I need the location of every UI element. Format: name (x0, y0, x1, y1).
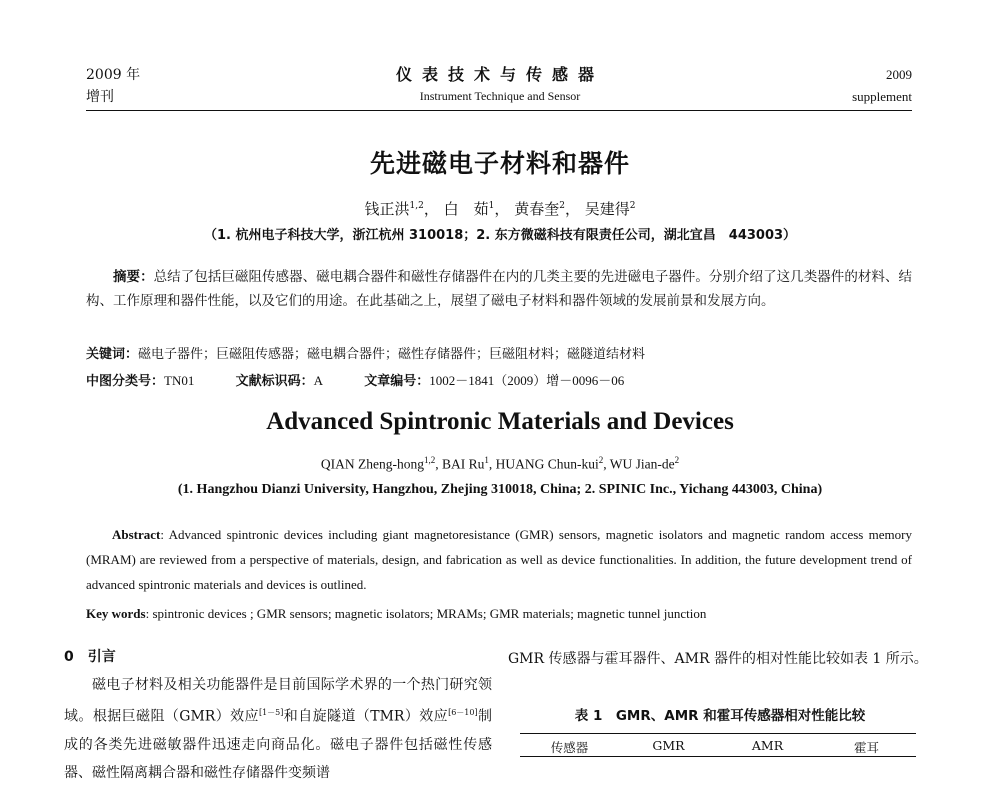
table-header-row (520, 738, 916, 756)
journal-title-cn: 仪表技术与传感器 (395, 65, 604, 84)
intro-text: 和自旋隧道（TMR）效应 (283, 708, 449, 725)
intro-paragraph (64, 671, 492, 787)
keywords-en: Key words: spintronic devices ; GMR sensors; magnetic isolators; MRAMs; GMR materials; magnetic tunnel junction (86, 606, 707, 621)
abstract-en-text: Advanced spintronic devices including giant magnetoresistance (GMR) sensors, magnetic isolators and magnetic random access memory (MRAM) are reviewed from a perspective of materials, design, and fabrication as well as device functionalities. In addition, the future development trend of advanced spintronic materials and devices is outlined. (86, 527, 912, 592)
table-header-cell: 传感器 (550, 740, 589, 755)
intro-text: 磁电子材料及相关功能器件是目前国际学术界的一个热门研究领域。根据巨磁阻（GMR）效应 (64, 677, 492, 725)
abstract-cn (86, 265, 912, 313)
author-sup: 1 (484, 455, 489, 465)
affiliation-en: (1. Hangzhou Dianzi University, Hangzhou, Zhejing 310018, China; 2. SPINIC Inc., Yichang 443003, China) (177, 482, 823, 497)
journal-title (300, 64, 700, 106)
clc-value: TN01 (164, 373, 195, 388)
header-year-left: 2009 年 (86, 67, 141, 83)
header-year-right: 2009 (886, 67, 912, 82)
abstract-en: Abstract: Advanced spintronic devices including giant magnetoresistance (GMR) sensors, magnetic isolators and magnetic random access memory (MRAM) are reviewed from a perspective of materials, design, and fabrication as well as device functionalities. In addition, the future development trend of advanced spintronic materials and devices is outlined. (86, 527, 912, 592)
journal-title-en: Instrument Technique and Sensor (419, 89, 581, 103)
authors-en: QIAN Zheng-hong$^{1,2}$, BAI Ru$^1$, HUANG Chun-kui$^2$, WU Jian-$de^2$ (320, 455, 680, 472)
clc-label: 中图分类号： (86, 374, 165, 389)
keywords-cn-text: 磁电子器件；巨磁阻传感器；磁电耦合器件；磁性存储器件；巨磁阻材料；磁隧道结材料 (138, 347, 646, 362)
author-sup: 1,2 (423, 455, 436, 465)
author-cn: 钱正洪 (364, 200, 410, 218)
table-top-rule (520, 733, 916, 734)
body-right-column (508, 645, 932, 673)
header-rule (86, 110, 912, 111)
table-caption: 表 1 GMR、AMR 和霍耳传感器相对性能比较 (574, 708, 866, 724)
keywords-cn-label: 关键词： (86, 347, 139, 362)
author-cn: 黄春奎 (514, 200, 560, 218)
doc-code-label: 文献标识码： (235, 374, 314, 389)
paper-title-en: Advanced Spintronic Materials and Devices (266, 408, 734, 435)
author-sup: 2 (674, 455, 680, 465)
classification-line (86, 370, 912, 393)
comparison-text: GMR 传感器与霍耳器件、AMR 器件的相对性能比较如表 1 所示。 (508, 651, 928, 667)
header-issue-label-left: 增刊 (86, 89, 114, 105)
paper-title-cn: 先进磁电子材料和器件 (369, 149, 630, 178)
author-sup: 1 (488, 201, 495, 211)
header-issue-left (86, 64, 140, 108)
table-header-cell: AMR (751, 738, 784, 753)
author-sup: 2 (559, 201, 565, 211)
citation: [6－10] (448, 708, 478, 717)
author-en: BAI Ru (441, 456, 485, 472)
abstract-cn-text: 总结了包括巨磁阻传感器、磁电耦合器件和磁性存储器件在内的几类主要的先进磁电子器件。分别介绍了这几类器件的材料、结构、工作原理和器件性能，以及它们的用途。在此基础之上，展望了磁电子材料和器件领域的发展前景和发展方向。 (86, 269, 913, 309)
body-left-column (64, 643, 492, 787)
intro-text: 制成的各类先进磁敏器件迅速走向商品化。磁电子器件包括磁性传感器、磁性隔离耦合器和磁性存储器件变频谱 (64, 708, 493, 781)
article-no-value: 1002－1841（2009）增－0096－06 (429, 373, 625, 388)
article-no-label: 文章编号： (364, 374, 430, 389)
keywords-cn (86, 344, 912, 366)
abstract-cn-label: 摘要： (113, 269, 154, 285)
author-en: QIAN Zheng-hong (320, 456, 424, 472)
table-header-cell: 霍耳 (853, 740, 879, 755)
citation: [1－5] (258, 708, 284, 717)
keywords-en-text: spintronic devices ; GMR sensors; magnetic isolators; MRAMs; GMR materials; magnetic tunnel junction (152, 606, 707, 621)
authors-cn: 钱正洪$^{1,2}$， 白 茹$^1$， 黄春奎$^2$， 吴建得$^2$ (364, 200, 636, 218)
author-sup: 1,2 (409, 201, 424, 211)
keywords-en-label: Key words (86, 606, 146, 621)
author-en: WU Jian-de (609, 456, 675, 472)
doc-code-value: A (313, 373, 324, 388)
table-header-cell: GMR (652, 738, 685, 753)
header-issue-label-right: supplement (852, 89, 912, 104)
affiliation-cn: （1. 杭州电子科技大学，浙江杭州 310018；2. 东方微磁科技有限责任公司，湖北宜昌 443003） (203, 228, 797, 243)
author-en: HUANG Chun-kui (495, 456, 599, 472)
author-sup: 2 (629, 201, 636, 211)
abstract-en-label: Abstract (112, 527, 161, 542)
author-sup: 2 (598, 455, 604, 465)
table-header-rule (520, 756, 916, 757)
header-issue-right (852, 64, 912, 108)
author-cn: 白 茹 (443, 200, 489, 218)
section-heading: 0 引言 (64, 649, 116, 665)
author-cn: 吴建得 (584, 200, 630, 218)
